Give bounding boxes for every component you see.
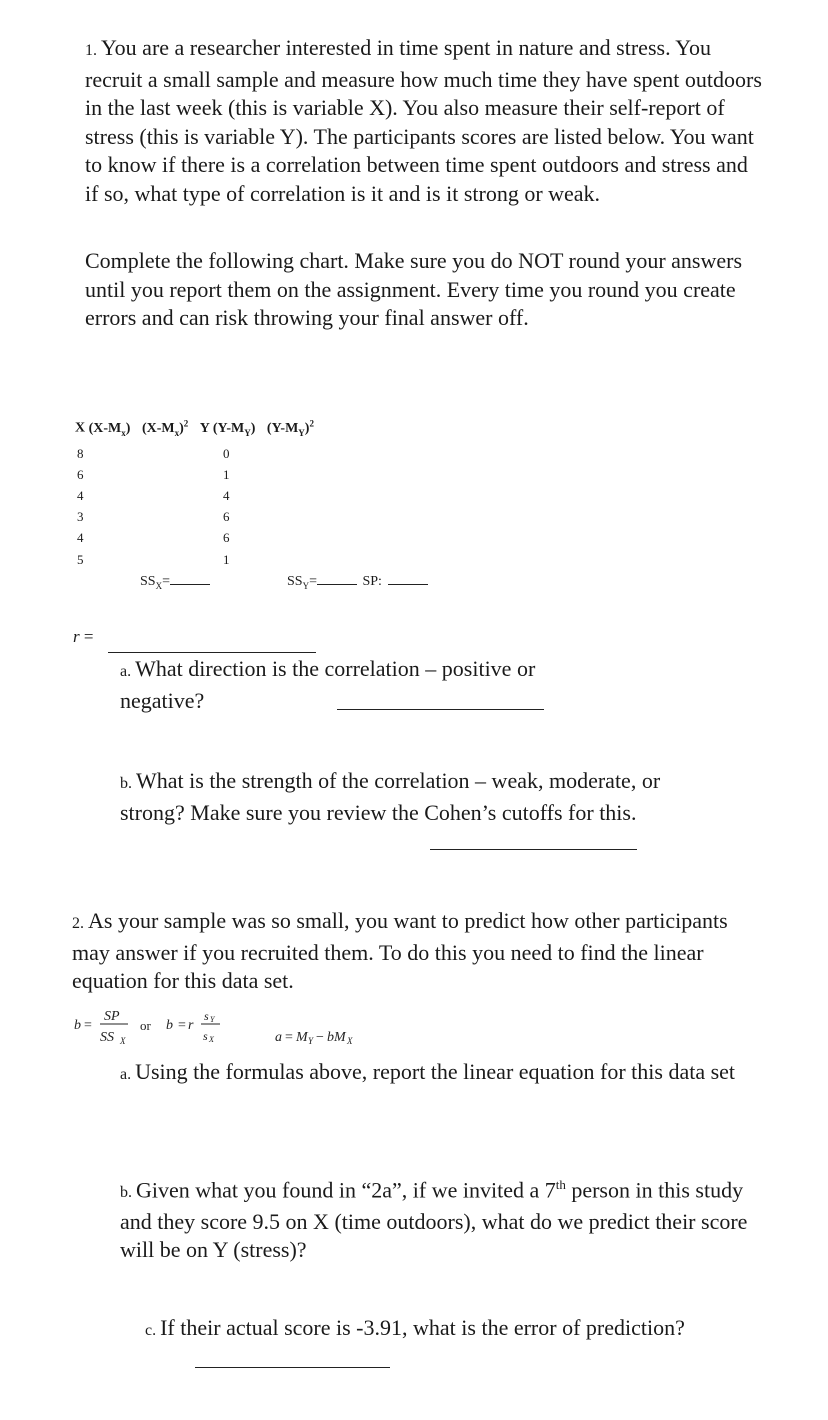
question-2a: a. Using the formulas above, report the linear equation for this data set: [120, 1059, 736, 1084]
question-2c: c. If their actual score is -3.91, what is the error of prediction?: [145, 1315, 685, 1340]
svg-text:Y: Y: [308, 1036, 314, 1046]
formula-ss: SS: [100, 1030, 114, 1045]
y-value: 1: [223, 552, 230, 567]
x-value: 3: [77, 509, 84, 524]
answer-1a-blank[interactable]: [337, 708, 544, 710]
col-x-dev: $(X-M_x)$: [88, 420, 131, 438]
formula-or: or: [140, 1018, 151, 1033]
svg-text:=: =: [285, 1030, 293, 1045]
y-value: 6: [223, 530, 230, 545]
question-1-text: You are a researcher interested in time spent in nature and stress. You recruit a small sample and measure how much time they have spent outdoors in the last week (this is variable X). You also measure their self-report of stress (this is variable Y). The participants scores are listed below. You want to know if there is a correlation between time spent outdoors and stress and if so, what type of correlation is it and is it strong or weak.: [85, 35, 762, 206]
answer-1b-blank[interactable]: [430, 848, 637, 850]
answer-2c-blank[interactable]: [195, 1366, 390, 1368]
x-value: 5: [77, 552, 84, 567]
ssy-blank[interactable]: [317, 583, 357, 585]
svg-text:−: −: [316, 1030, 324, 1045]
slope-formulas: [70, 1000, 390, 1050]
formula-a: a: [275, 1030, 282, 1045]
svg-text:r: r: [188, 1018, 194, 1033]
y-value: 4: [223, 488, 230, 503]
svg-text:X: X: [347, 1036, 353, 1046]
svg-text:b: b: [166, 1018, 173, 1033]
question-1-number: 1.: [85, 42, 97, 59]
svg-text:X: X: [120, 1036, 126, 1046]
x-value: 8: [77, 446, 84, 461]
instructions: Complete the following chart. Make sure you do NOT round your answers until you report them on the assignment. Every time you round you create errors and can risk throwing your final answer off.: [85, 248, 743, 330]
svg-text:M: M: [296, 1030, 308, 1045]
svg-text:=: =: [178, 1018, 186, 1033]
x-value: 4: [77, 530, 84, 545]
svg-text:X: X: [209, 1035, 214, 1044]
question-1a: a. What direction is the correlation – positive or negative?: [120, 656, 536, 713]
svg-text:s: s: [203, 1029, 208, 1043]
question-1b: b. What is the strength of the correlation – weak, moderate, or strong? Make sure you review the Cohen’s cutoffs for this.: [120, 768, 661, 825]
formula-b: b: [74, 1018, 81, 1033]
table-header: [75, 418, 314, 437]
svg-text:bM: bM: [327, 1030, 346, 1045]
col-y-dev: $(Y-M_Y)$: [212, 420, 256, 438]
r-field: r =: [73, 627, 94, 646]
ssx-blank[interactable]: [170, 583, 210, 585]
y-value: 0: [223, 446, 230, 461]
col-y-dev-sq: $(Y-M_Y)^2$: [266, 418, 314, 438]
question-2b: b. Given what you found in “2a”, if we invited a 7th person in this study and they score 9.5 on X (time outdoors), what do we predict their score will be on Y (stress)?: [120, 1177, 748, 1263]
question-2: 2. As your sample was so small, you want to predict how other participants may answer if you recruited them. To do this you need to find the linear equation for this data set.: [72, 908, 728, 993]
y-value: 6: [223, 509, 230, 524]
question-1: [85, 34, 765, 208]
cropped-top-edge: [0, 0, 828, 6]
formula-eq: =: [84, 1018, 92, 1033]
svg-text:Y: Y: [210, 1015, 215, 1024]
sp-label: SP:: [362, 574, 382, 589]
sp-blank[interactable]: [388, 583, 428, 585]
x-value: 4: [77, 488, 84, 503]
col-y: Y: [199, 420, 210, 436]
ssy-field: $SS_Y=$ SP:: [287, 574, 428, 591]
formula-sp: SP: [104, 1009, 120, 1024]
col-x: X: [75, 420, 86, 436]
x-value: 6: [77, 467, 84, 482]
y-value: 1: [223, 467, 230, 482]
r-blank[interactable]: [108, 651, 316, 653]
col-x-dev-sq: $(X-M_x)^2$: [141, 418, 189, 438]
svg-text:s: s: [204, 1009, 209, 1023]
ssx-field: $SS_X=$: [140, 574, 210, 591]
